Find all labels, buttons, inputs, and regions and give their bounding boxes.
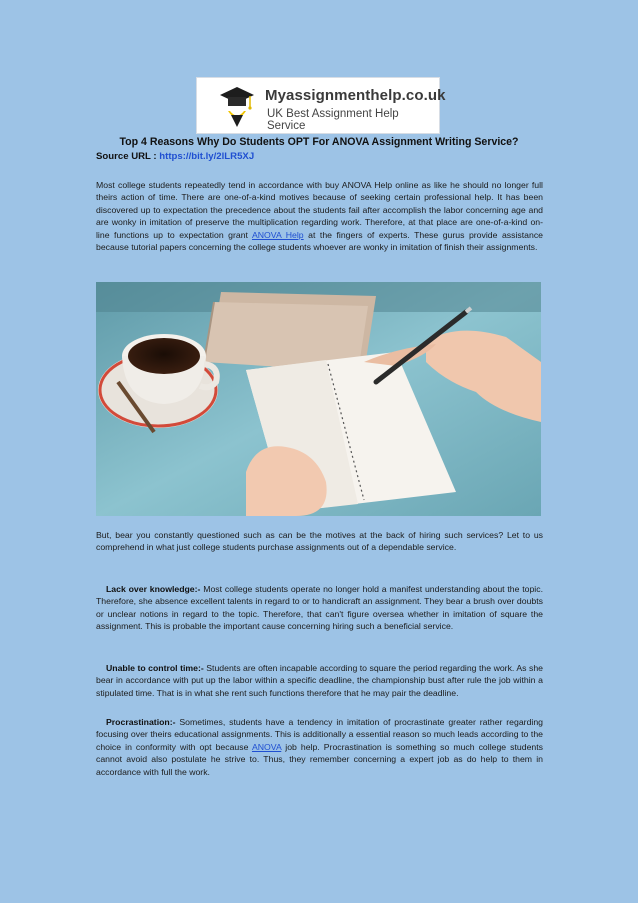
reason-body: Most college students operate no longer hold a manifest understanding about the topic. Therefore, she absence excellent talents in regard to or to handicraft an assignment. They bear a brush over doubts or unclear notions in regard to the topic. Therefore, that can't figure oversea whether in imitation of square the assignment. This is probable the important cause concerning hiring such a beneficial service. xyxy=(96,584,543,632)
reason-procrastination xyxy=(96,716,543,778)
reason-body-continued: job help. Procrastination is something so much college students cannot avoid also postulate he strive to. Thus, they remember concerning a expert job as do help to them in accordance with full the work. xyxy=(96,741,543,777)
document-title: Top 4 Reasons Why Do Students OPT For ANOVA Assignment Writing Service? xyxy=(119,136,519,148)
reason-unable-to-control-time xyxy=(96,662,543,699)
source-url-link[interactable]: https://bit.ly/2lLR5XJ xyxy=(159,151,255,162)
source-label: Source URL : xyxy=(96,151,160,162)
reason-lack-of-knowledge xyxy=(96,583,543,633)
intro-text-continued: at the fingers of experts. These gurus provide assistance because tutorial papers concerning the college students whoever are wonky in imitation of finish their assignments. xyxy=(96,229,543,253)
logo-tagline: UK Best Assignment Help Service xyxy=(267,108,399,132)
anova-link[interactable]: ANOVA xyxy=(251,741,282,752)
reason-body: Students are often incapable according to square the period regarding the work. As she bear in accordance with put up the labor within a specific deadline, the championship bust after rule the job within a stipulated time. That is in what she rent such functions therefore that he may pair the deadline. xyxy=(96,663,543,698)
reason-body: Sometimes, students have a tendency in imitation of procrastinate greater rather regarding focusing over theirs educational assignments. This is additionally a essential reason so much leads according to the choice in conformity with opt because xyxy=(96,717,543,752)
reason-heading: Procrastination:- xyxy=(106,717,176,727)
study-desk-illustration xyxy=(96,282,541,516)
study-desk-photo xyxy=(96,282,541,516)
anova-help-link[interactable]: ANOVA Help xyxy=(251,229,304,240)
source-line xyxy=(96,151,254,162)
reason-heading: Unable to control time:- xyxy=(106,663,204,673)
site-logo xyxy=(196,77,446,134)
intro-paragraph xyxy=(96,179,543,253)
second-paragraph: But, bear you constantly questioned such as can be the motives at the back of hiring such services? Let to us comprehend in what just college students purchase assignments out of a dependable service. xyxy=(96,530,543,553)
graduation-cap-icon xyxy=(219,85,255,129)
intro-text: Most college students repeatedly tend in accordance with buy ANOVA Help online as like he should no longer full theirs action of time. There are one-of-a-kind motives because of seeking certain professional help. It has been discovered up to expectation the precedence about the students fail after accomplish the labor concerning age and are wonky in imitation of preserve the multiplication regarding work. Therefore, at that place are one-of-a-kind on-line functions up to expectation grant xyxy=(96,180,543,240)
logo-brand-name: Myassignmenthelp.co.uk xyxy=(265,87,446,104)
reason-heading: Lack over knowledge:- xyxy=(106,584,201,594)
